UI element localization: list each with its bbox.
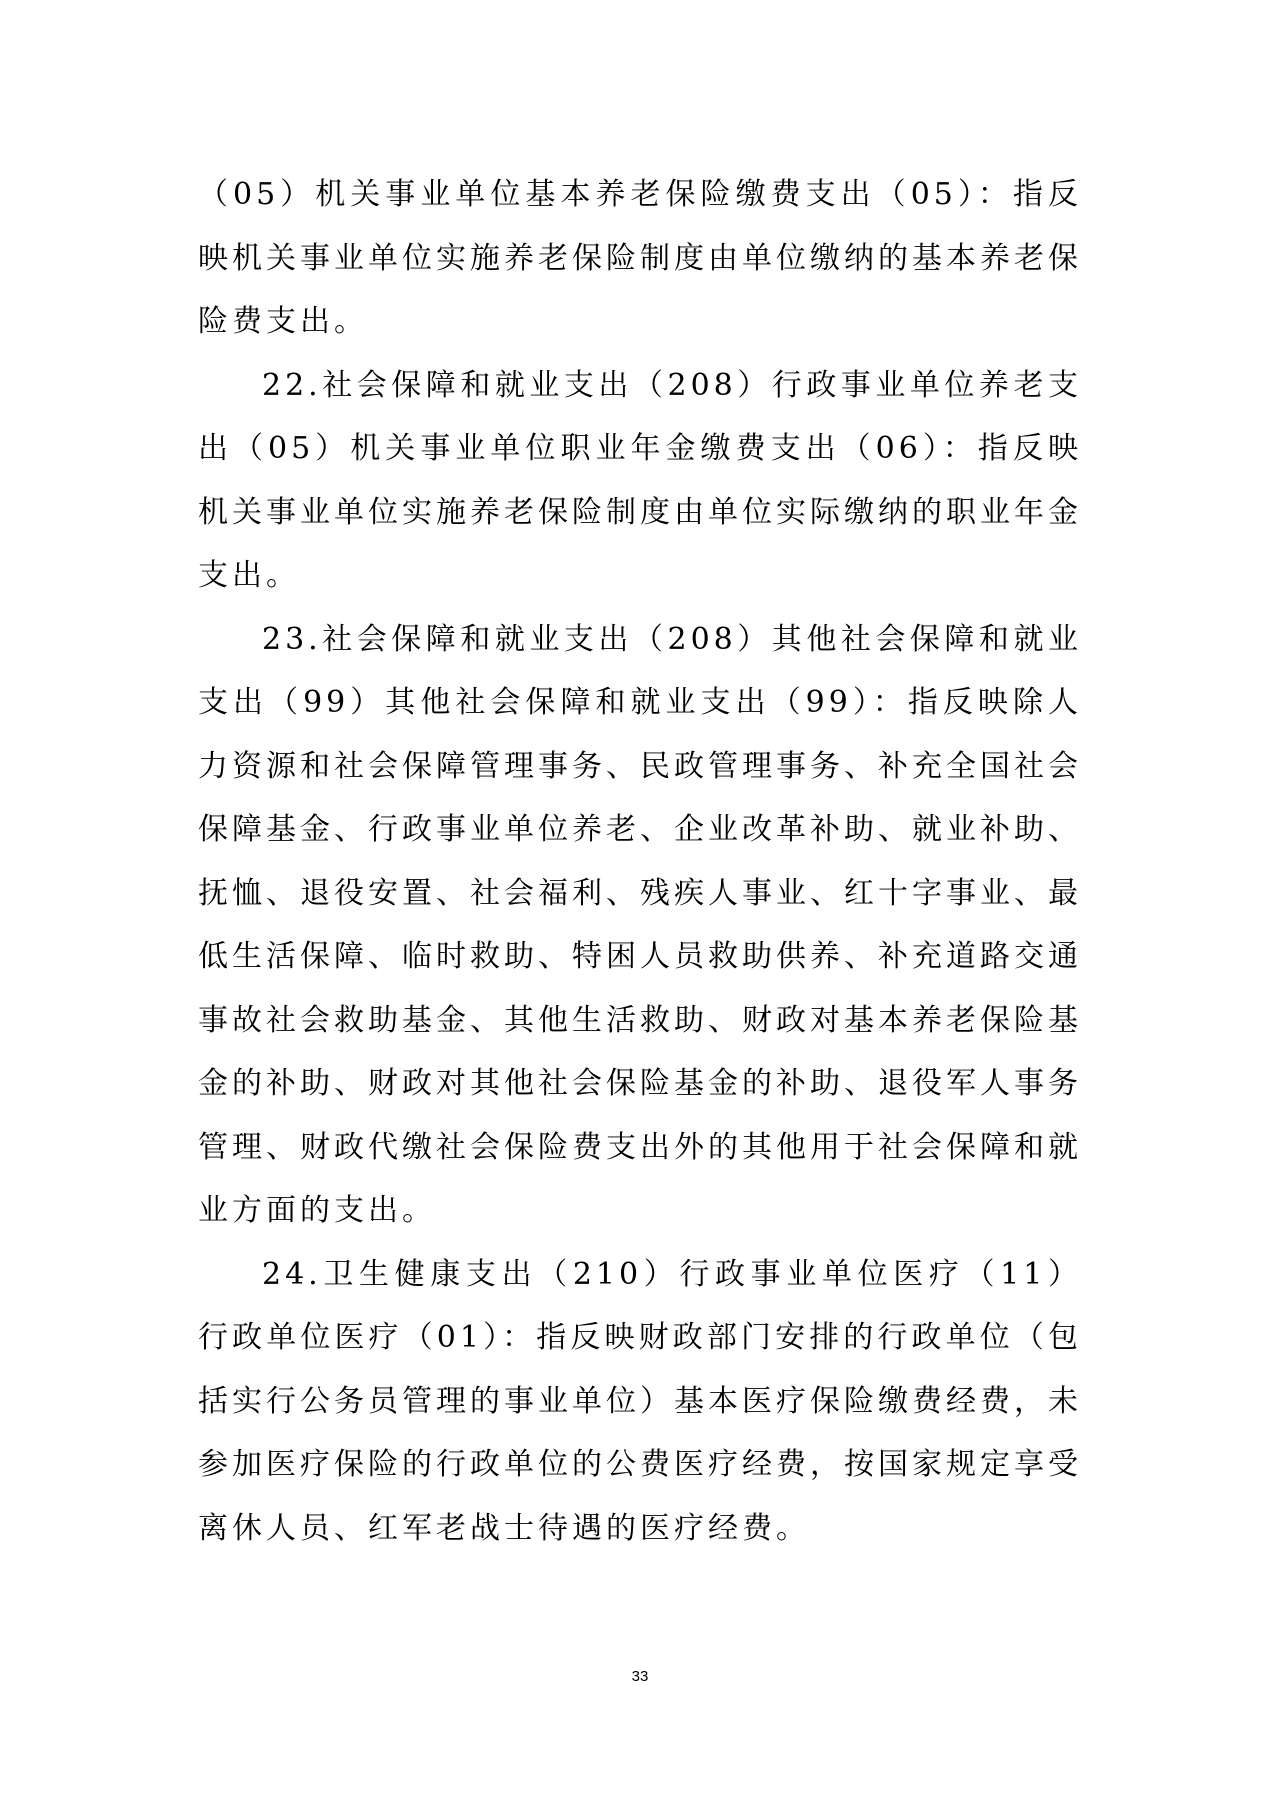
paragraph-24-health-expenditure: 24.卫生健康支出（210）行政事业单位医疗（11）行政单位医疗（01）：指反映财政部门安排的行政单位（包括实行公务员管理的事业单位）基本医疗保险缴费经费，未参加医疗保险的行政单位的公费医疗经费，按国家规定享受离休人员、红军老战士待遇的医疗经费。: [198, 1256, 1082, 1546]
page-number: 33: [631, 1668, 649, 1685]
paragraph-05-pension-contribution: （05）机关事业单位基本养老保险缴费支出（05）：指反映机关事业单位实施养老保险制度由单位缴纳的基本养老保险费支出。: [198, 177, 1082, 339]
paragraph-22-occupational-annuity: 22.社会保障和就业支出（208）行政事业单位养老支出（05）机关事业单位职业年金缴费支出（06）：指反映机关事业单位实施养老保险制度由单位实际缴纳的职业年金支出。: [198, 367, 1082, 593]
document-body: [198, 163, 1082, 1560]
paragraph-23-other-social-security: 23.社会保障和就业支出（208）其他社会保障和就业支出（99）其他社会保障和就业支出（99）：指反映除人力资源和社会保障管理事务、民政管理事务、补充全国社会保障基金、行政事业单位养老、企业改革补助、就业补助、抚恤、退役安置、社会福利、残疾人事业、红十字事业、最低生活保障、临时救助、特困人员救助供养、补充道路交通事故社会救助基金、其他生活救助、财政对基本养老保险基金的补助、财政对其他社会保险基金的补助、退役军人事务管理、财政代缴社会保险费支出外的其他用于社会保障和就业方面的支出。: [198, 621, 1082, 1228]
